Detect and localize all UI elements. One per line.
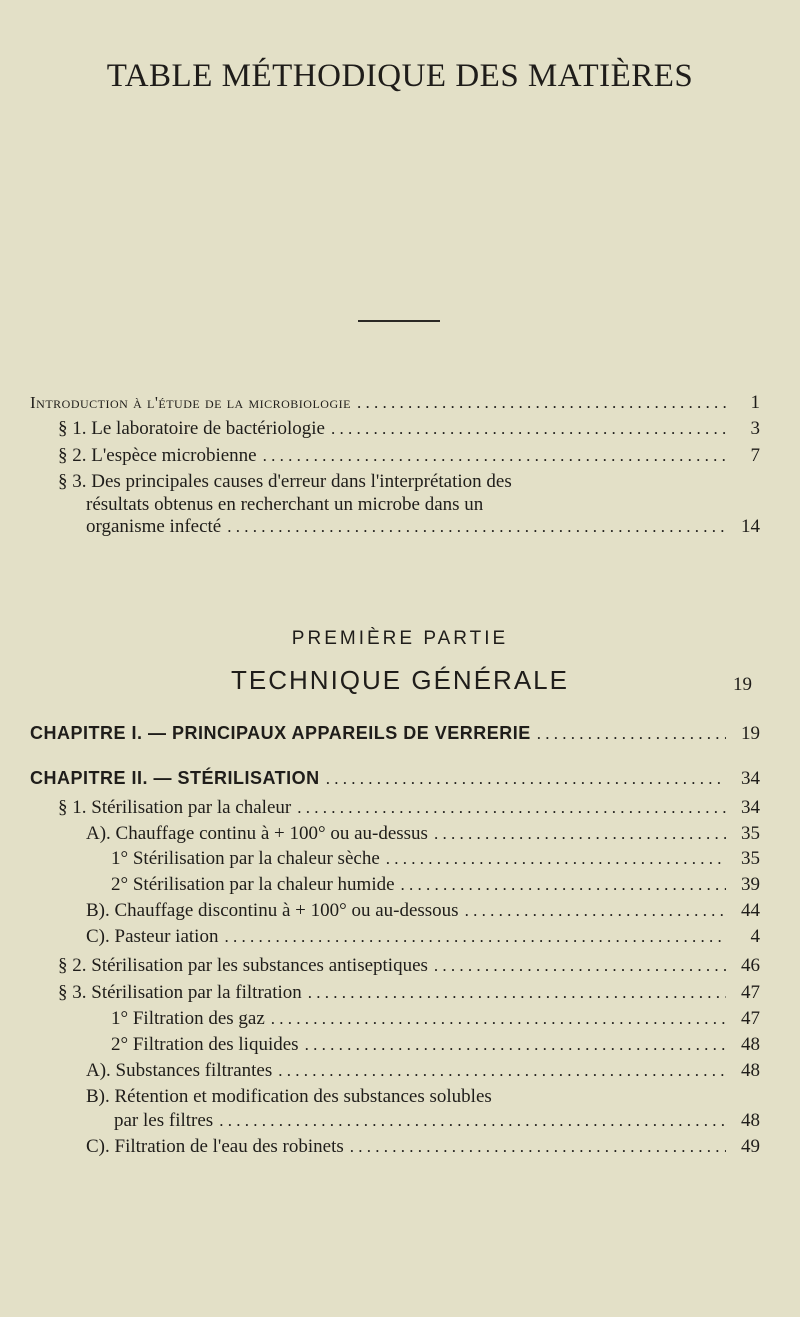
toc-entry-label: C). Pasteur iation xyxy=(86,926,219,947)
part-title: TECHNIQUE GÉNÉRALE xyxy=(231,665,569,695)
toc-entry-label: § 1. Stérilisation par la chaleur xyxy=(58,797,292,818)
toc-entry-label: par les filtres xyxy=(114,1110,214,1131)
toc-entry-label: 1° Filtration des gaz xyxy=(111,1008,265,1029)
toc-entry-label-line: B). Rétention et modification des substances solubles xyxy=(86,1086,492,1107)
toc-page-number: 34 xyxy=(741,797,760,818)
toc-page-number: 39 xyxy=(741,874,760,895)
toc-entry-section[interactable] xyxy=(111,1008,760,1030)
toc-page-number: 34 xyxy=(741,768,760,789)
toc-entry-section[interactable] xyxy=(111,848,760,870)
leader-dots xyxy=(434,956,726,976)
leader-dots xyxy=(537,724,726,744)
toc-entry-label: A). Chauffage continu à + 100° ou au-dessus xyxy=(86,823,428,844)
toc-entry-label: § 2. Stérilisation par les substances antiseptiques xyxy=(58,955,428,976)
toc-entry-label-line: § 3. Des principales causes d'erreur dans l'interprétation des xyxy=(58,471,512,492)
toc-entry-label: organisme infecté xyxy=(86,516,222,537)
toc-entry-chapter-2[interactable] xyxy=(30,768,760,790)
leader-dots xyxy=(326,769,726,789)
toc-page-number: 4 xyxy=(750,926,760,947)
toc-entry-introduction[interactable] xyxy=(30,392,760,414)
leader-dots xyxy=(278,1061,726,1081)
toc-entry-section[interactable] xyxy=(58,982,760,1004)
leader-dots xyxy=(297,798,726,818)
toc-page-number: 44 xyxy=(741,900,760,921)
toc-page-number: 35 xyxy=(741,848,760,869)
toc-entry-section[interactable] xyxy=(58,797,760,819)
toc-page-number: 19 xyxy=(741,723,760,744)
toc-page-number: 7 xyxy=(750,445,760,466)
toc-entry-label: B). Chauffage discontinu à + 100° ou au-dessous xyxy=(86,900,459,921)
leader-dots xyxy=(386,849,726,869)
toc-entry-label: CHAPITRE II. — STÉRILISATION xyxy=(30,768,320,788)
title-divider xyxy=(358,320,440,322)
toc-entry-section[interactable] xyxy=(114,1110,760,1132)
toc-entry-chapter-1[interactable] xyxy=(30,723,760,745)
part-page-number: 19 xyxy=(733,674,752,695)
toc-entry-label: § 2. L'espèce microbienne xyxy=(58,445,257,466)
toc-entry-label: Introduction à l'étude de la microbiologie xyxy=(30,393,351,412)
toc-entry-section[interactable] xyxy=(86,823,760,845)
toc-entry-section[interactable] xyxy=(58,955,760,977)
toc-page-number: 47 xyxy=(741,1008,760,1029)
toc-entry-section[interactable] xyxy=(86,1136,760,1158)
toc-page-number: 14 xyxy=(741,516,760,537)
leader-dots xyxy=(305,1035,726,1055)
leader-dots xyxy=(224,927,726,947)
toc-entry-label: A). Substances filtrantes xyxy=(86,1060,273,1081)
toc-page-number: 48 xyxy=(741,1034,760,1055)
toc-entry-section[interactable] xyxy=(111,874,760,896)
part-label: PREMIÈRE PARTIE xyxy=(291,628,509,649)
leader-dots xyxy=(331,419,726,439)
toc-page-number: 49 xyxy=(741,1136,760,1157)
toc-page-number: 46 xyxy=(741,955,760,976)
toc-entry-label: 2° Stérilisation par la chaleur humide xyxy=(111,874,395,895)
toc-entry-label: 2° Filtration des liquides xyxy=(111,1034,299,1055)
toc-entry-label: C). Filtration de l'eau des robinets xyxy=(86,1136,344,1157)
leader-dots xyxy=(357,393,726,413)
leader-dots xyxy=(227,517,726,537)
leader-dots xyxy=(308,983,726,1003)
toc-page-number: 3 xyxy=(750,418,760,439)
toc-entry-section[interactable] xyxy=(111,1034,760,1056)
toc-entry-section-multiline[interactable] xyxy=(86,1085,492,1108)
toc-entry-label-line: résultats obtenus en recherchant un microbe dans un xyxy=(86,494,484,515)
toc-entry-section[interactable] xyxy=(86,900,760,922)
toc-entry-label: § 3. Stérilisation par la filtration xyxy=(58,982,302,1003)
toc-page-number: 48 xyxy=(741,1110,760,1131)
toc-page-number: 1 xyxy=(750,392,760,413)
toc-page-number: 48 xyxy=(741,1060,760,1081)
leader-dots xyxy=(465,901,726,921)
toc-entry-intro-3[interactable] xyxy=(58,470,512,516)
toc-entry-intro-3-last-line[interactable] xyxy=(86,516,760,538)
page-title: TABLE MÉTHODIQUE DES MATIÈRES xyxy=(106,58,694,94)
toc-entry-intro-1[interactable] xyxy=(58,418,760,440)
toc-entry-label: CHAPITRE I. — PRINCIPAUX APPAREILS DE VERRERIE xyxy=(30,723,531,743)
toc-page-number: 35 xyxy=(741,823,760,844)
toc-entry-section[interactable] xyxy=(86,926,760,948)
toc-entry-label: 1° Stérilisation par la chaleur sèche xyxy=(111,848,380,869)
leader-dots xyxy=(434,824,726,844)
toc-entry-section[interactable] xyxy=(86,1060,760,1082)
toc-page-number: 47 xyxy=(741,982,760,1003)
toc-entry-label: § 1. Le laboratoire de bactériologie xyxy=(58,418,325,439)
leader-dots xyxy=(263,446,726,466)
leader-dots xyxy=(350,1137,726,1157)
toc-entry-intro-2[interactable] xyxy=(58,445,760,467)
leader-dots xyxy=(219,1111,726,1131)
leader-dots xyxy=(271,1009,726,1029)
leader-dots xyxy=(401,875,726,895)
